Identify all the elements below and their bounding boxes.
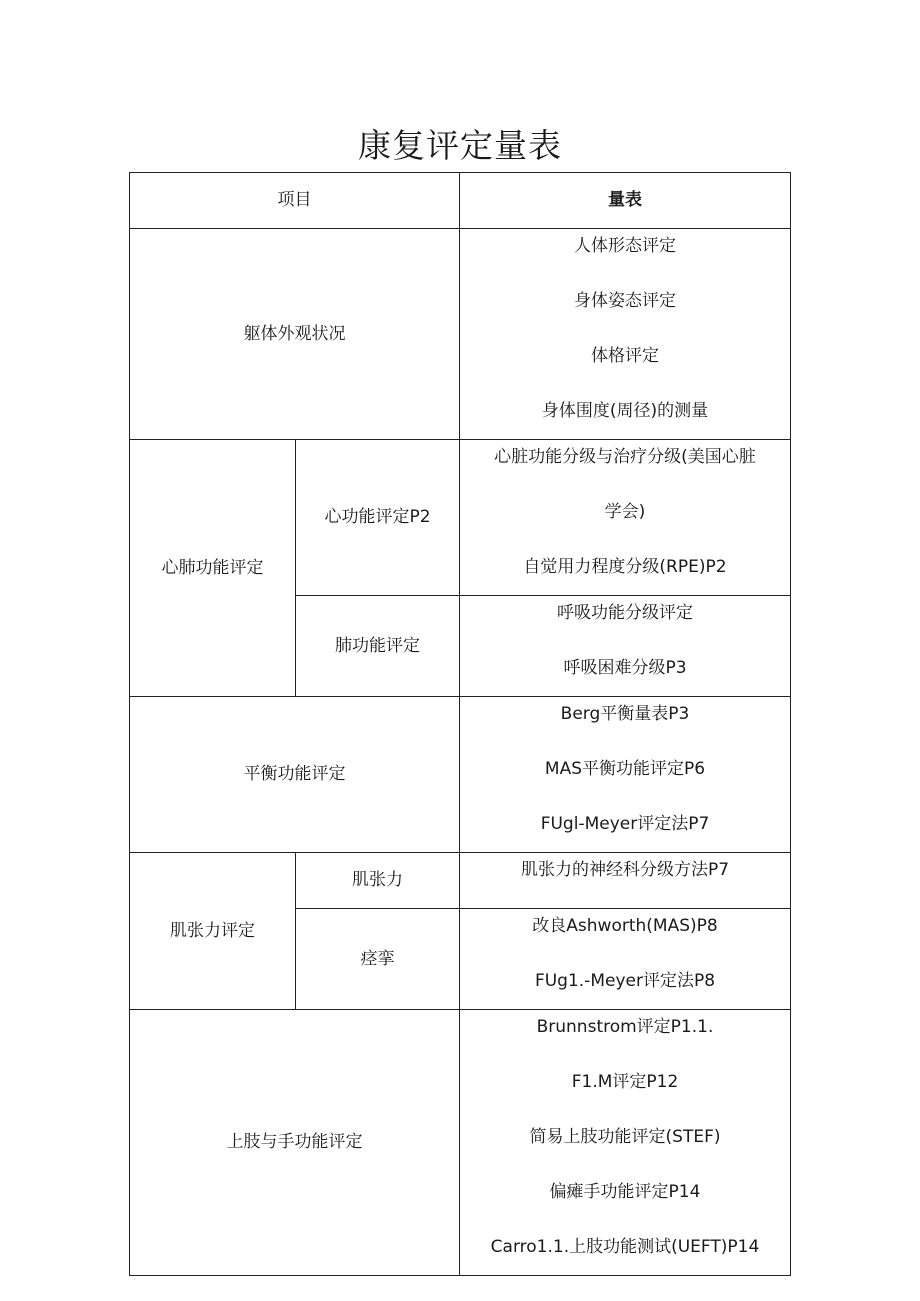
scale-entry: F1.M评定P12 bbox=[571, 1072, 679, 1092]
subitem-cell: 痉挛 bbox=[296, 909, 460, 1010]
scale-entry: Carro1.1.上肢功能测试(UEFT)P14 bbox=[490, 1237, 760, 1257]
scale-entry: 体格评定 bbox=[591, 346, 659, 366]
scale-entry: 自觉用力程度分级(RPE)P2 bbox=[523, 557, 727, 577]
scale-entry: 身体姿态评定 bbox=[574, 291, 676, 311]
scales-cell bbox=[460, 909, 791, 1010]
scale-entry: 心脏功能分级与治疗分级(美国心脏 bbox=[494, 447, 756, 467]
scale-entry: 肌张力的神经科分级方法P7 bbox=[520, 860, 730, 880]
item-cell: 肌张力评定 bbox=[130, 853, 296, 1010]
document-title: 康复评定量表 bbox=[358, 126, 562, 165]
scales-cell bbox=[460, 440, 791, 596]
scales-cell bbox=[460, 853, 791, 909]
scale-entry: Berg平衡量表P3 bbox=[560, 704, 690, 724]
scales-cell bbox=[460, 229, 791, 440]
scale-entry: 改良Ashworth(MAS)P8 bbox=[532, 916, 718, 936]
scales-cell bbox=[460, 697, 791, 853]
table-row bbox=[130, 229, 791, 440]
scale-entry: MAS平衡功能评定P6 bbox=[544, 759, 706, 779]
subitem-cell: 肺功能评定 bbox=[296, 596, 460, 697]
item-cell: 躯体外观状况 bbox=[130, 229, 460, 440]
scale-entry: 简易上肢功能评定(STEF) bbox=[529, 1127, 721, 1147]
subitem-cell: 心功能评定P2 bbox=[296, 440, 460, 596]
scale-entry: 呼吸功能分级评定 bbox=[557, 603, 693, 623]
header-scale: 量表 bbox=[460, 173, 791, 229]
item-cell: 心肺功能评定 bbox=[130, 440, 296, 697]
scale-entry: 偏瘫手功能评定P14 bbox=[549, 1182, 701, 1202]
scales-cell bbox=[460, 596, 791, 697]
scale-entry: 呼吸困难分级P3 bbox=[563, 658, 687, 678]
item-cell: 上肢与手功能评定 bbox=[130, 1010, 460, 1276]
item-cell: 平衡功能评定 bbox=[130, 697, 460, 853]
scale-entry: FUg1.-Meyer评定法P8 bbox=[534, 971, 716, 991]
subitem-cell: 肌张力 bbox=[296, 853, 460, 909]
scale-entry: 学会) bbox=[604, 502, 646, 522]
header-row bbox=[130, 173, 791, 229]
header-item: 项目 bbox=[130, 173, 460, 229]
scales-cell bbox=[460, 1010, 791, 1276]
scale-entry: 身体围度(周径)的测量 bbox=[541, 401, 709, 421]
table-row bbox=[130, 1010, 791, 1276]
rehab-scale-table bbox=[129, 172, 791, 1276]
table-row bbox=[130, 697, 791, 853]
scale-entry: Brunnstrom评定P1.1. bbox=[536, 1017, 714, 1037]
scale-entry: FUgl-Meyer评定法P7 bbox=[540, 814, 710, 834]
scale-entry: 人体形态评定 bbox=[574, 236, 676, 256]
table-row bbox=[130, 440, 791, 596]
table-row bbox=[130, 853, 791, 909]
